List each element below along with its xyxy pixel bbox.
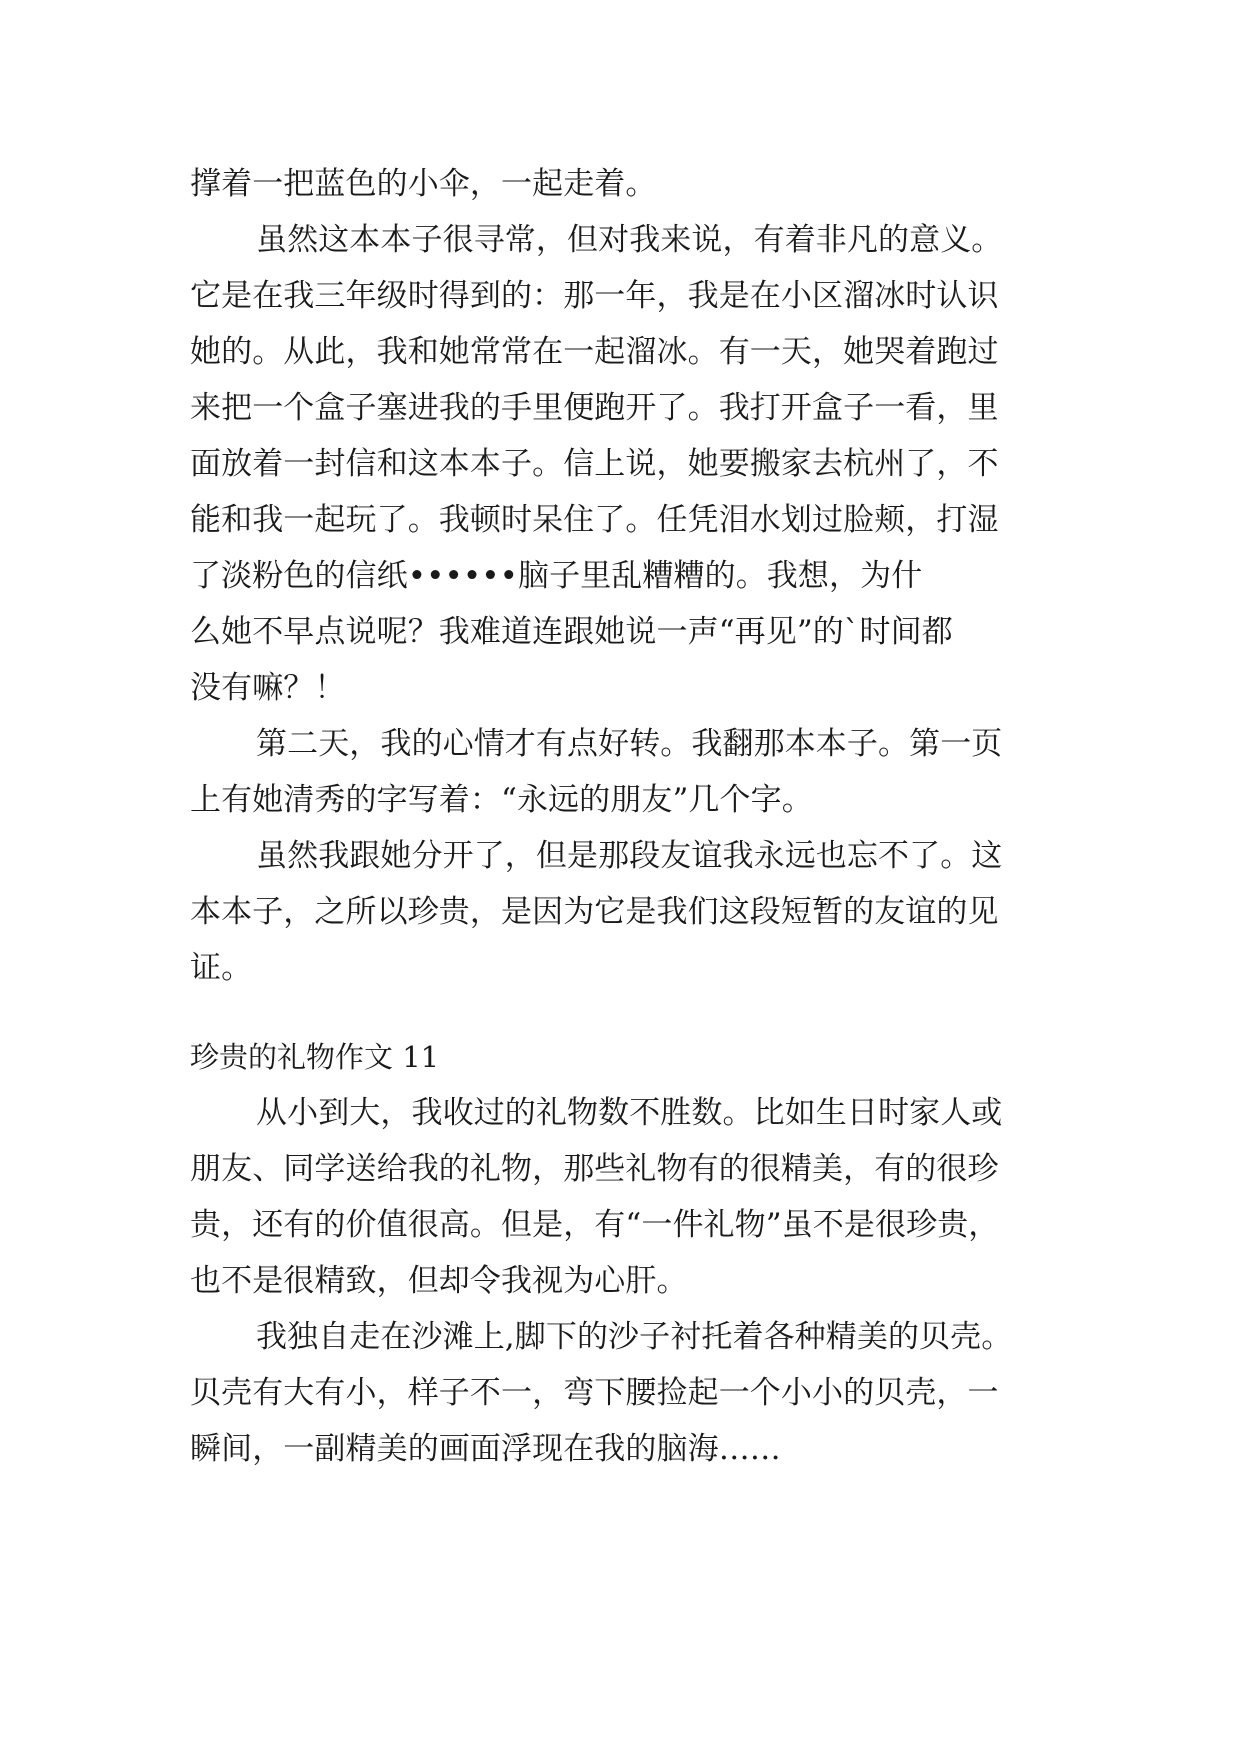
text-line: 本本子，之所以珍贵，是因为它是我们这段短暂的友谊的见	[190, 894, 999, 930]
text-line: 也不是很精致，但却令我视为心肝。	[190, 1263, 688, 1299]
text-line: 朋友、同学送给我的礼物，那些礼物有的很精美，有的很珍	[190, 1151, 999, 1187]
text-line: 它是在我三年级时得到的：那一年，我是在小区溜冰时认识	[190, 278, 999, 314]
section-title: 珍贵的礼物作文 11	[190, 1040, 440, 1074]
text-line: 么她不早点说呢？我难道连跟她说一声“再见”的`时间都	[190, 614, 953, 650]
paragraph-start: 第二天，我的心情才有点好转。我翻那本本子。第一页	[256, 726, 1003, 762]
paragraph-start: 我独自走在沙滩上,脚下的沙子衬托着各种精美的贝壳。	[256, 1319, 1013, 1355]
text-line: 她的。从此，我和她常常在一起溜冰。有一天，她哭着跑过	[190, 334, 999, 370]
text-line: 能和我一起玩了。我顿时呆住了。任凭泪水划过脸颊，打湿	[190, 502, 999, 538]
text-line: 面放着一封信和这本本子。信上说，她要搬家去杭州了，不	[190, 446, 999, 482]
text-line: 了淡粉色的信纸••••••脑子里乱糟糟的。我想，为什	[190, 558, 923, 594]
text-line: 撑着一把蓝色的小伞，一起走着。	[190, 166, 657, 202]
text-line: 没有嘛？！	[190, 670, 346, 706]
paragraph-start: 虽然这本本子很寻常，但对我来说，有着非凡的意义。	[256, 222, 1003, 258]
text-line: 上有她清秀的字写着：“永远的朋友”几个字。	[190, 782, 813, 818]
text-line: 证。	[190, 950, 253, 986]
paragraph-start: 从小到大，我收过的礼物数不胜数。比如生日时家人或	[256, 1095, 1003, 1131]
text-line: 来把一个盒子塞进我的手里便跑开了。我打开盒子一看，里	[190, 390, 999, 426]
text-line: 贵，还有的价值很高。但是，有“一件礼物”虽不是很珍贵，	[190, 1207, 1000, 1243]
paragraph-start: 虽然我跟她分开了，但是那段友谊我永远也忘不了。这	[256, 838, 1003, 874]
text-line: 瞬间，一副精美的画面浮现在我的脑海……	[190, 1431, 781, 1467]
text-line: 贝壳有大有小，样子不一，弯下腰捡起一个小小的贝壳，一	[190, 1375, 999, 1411]
